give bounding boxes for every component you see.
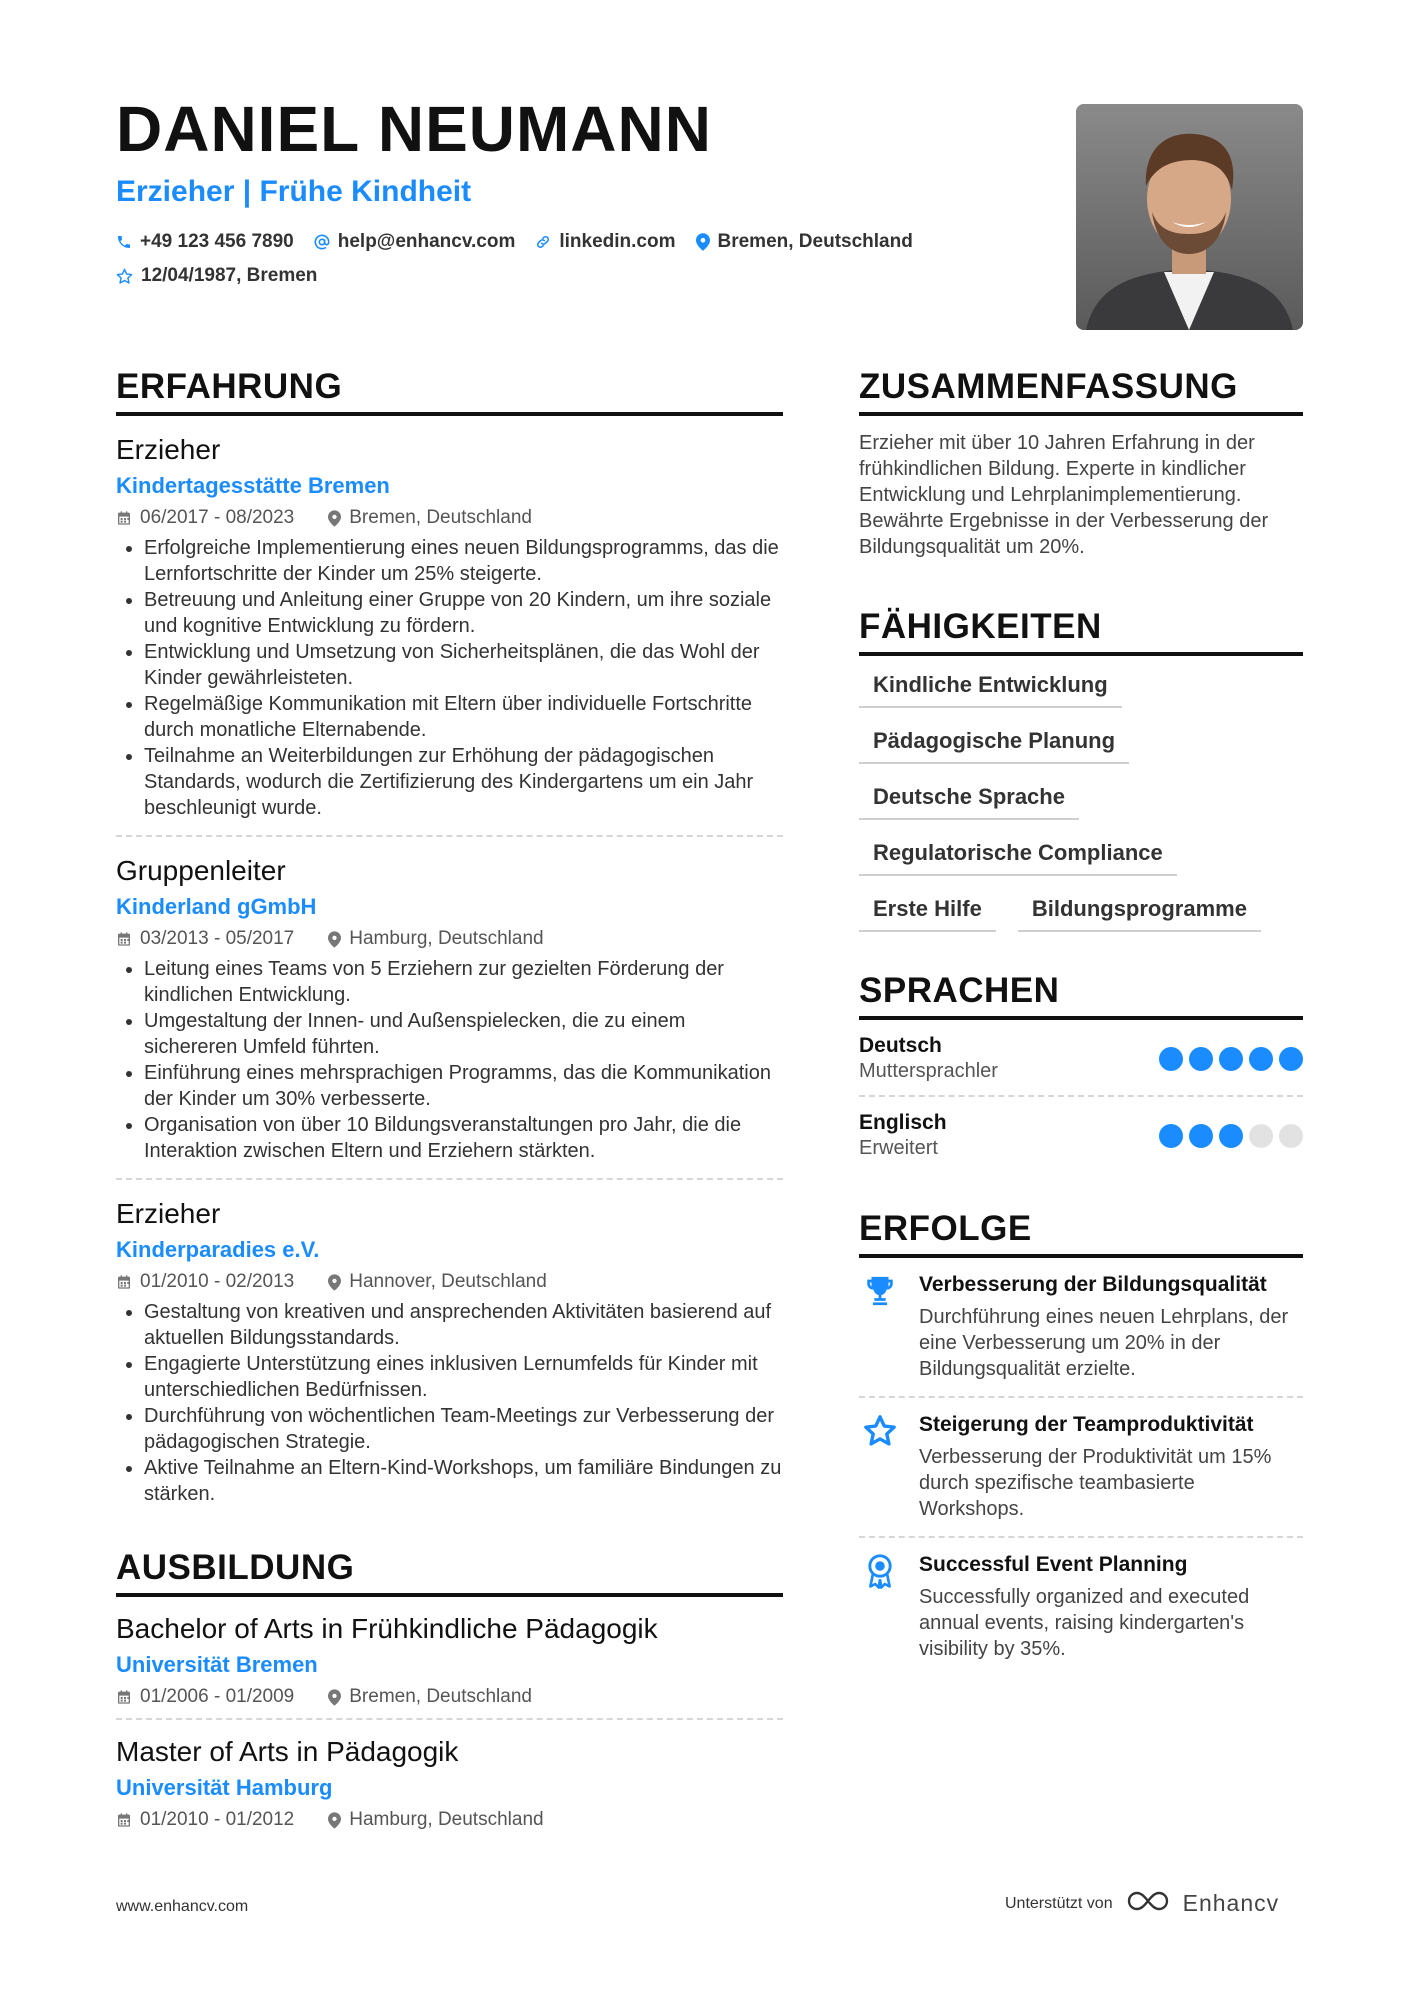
achievement-title: Steigerung der Teamproduktivität	[919, 1413, 1254, 1436]
job-role: Erzieher	[116, 434, 221, 465]
map-pin-icon	[696, 233, 710, 251]
section-title-skills: FÄHIGKEITEN	[859, 606, 1303, 656]
edu-dates-text: 01/2006 - 01/2009	[140, 1686, 295, 1707]
rating-dot-empty	[1249, 1124, 1273, 1148]
job-location-text: Bremen, Deutschland	[349, 507, 532, 528]
job-bullets	[116, 535, 783, 821]
job-company: Kinderparadies e.V.	[116, 1237, 320, 1262]
edu-location	[328, 1809, 543, 1831]
education-entry	[116, 1720, 783, 1841]
contact-linkedin-text: linkedin.com	[559, 231, 676, 253]
achievement-desc: Verbesserung der Produktivität um 15% durch spezifische teambasierte Workshops.	[919, 1446, 1272, 1520]
skill-tag: Deutsche Sprache	[859, 784, 1079, 820]
right-column	[859, 366, 1303, 1676]
job-dates	[116, 928, 294, 950]
edu-location-text: Hamburg, Deutschland	[349, 1809, 544, 1830]
job-bullets	[116, 1299, 783, 1507]
job-bullet: • Einführung eines mehrsprachigen Programms, das die Kommunikation der Kinder um 30% verbesserte.	[144, 1060, 783, 1112]
experience-entry	[116, 1180, 783, 1521]
footer-branding	[1005, 1888, 1279, 1919]
footer-powered-by: Unterstützt von	[1005, 1894, 1113, 1912]
section-title-languages: SPRACHEN	[859, 970, 1303, 1020]
job-location	[328, 1271, 547, 1293]
rating-dot-filled	[1159, 1124, 1183, 1148]
rating-dot-filled	[1189, 1124, 1213, 1148]
contact-phone[interactable]	[116, 231, 294, 253]
job-meta	[116, 507, 783, 529]
achievement-entry	[859, 1398, 1303, 1538]
edu-degree: Bachelor of Arts in Frühkindliche Pädagogik	[116, 1613, 658, 1644]
profile-photo	[1076, 104, 1303, 330]
language-name: Englisch	[859, 1111, 947, 1134]
star-outline-icon	[116, 268, 133, 285]
footer-website[interactable]: www.enhancv.com	[116, 1898, 249, 1915]
section-title-education: AUSBILDUNG	[116, 1547, 783, 1597]
job-bullet: • Erfolgreiche Implementierung eines neuen Bildungsprogramms, das die Lernfortschritte der Kinder um 25% steigerte.	[144, 535, 783, 587]
link-icon	[535, 234, 551, 250]
skills-list	[859, 672, 1303, 932]
achievement-desc: Successfully organized and executed annual events, raising kindergarten's visibility by 35%.	[919, 1586, 1250, 1660]
enhancv-logo-icon	[1125, 1888, 1171, 1919]
edu-dates-text: 01/2010 - 01/2012	[140, 1809, 295, 1830]
job-role: Erzieher	[116, 1198, 221, 1229]
edu-school: Universität Hamburg	[116, 1775, 333, 1800]
calendar-icon	[116, 510, 132, 526]
map-pin-icon	[328, 931, 341, 948]
language-rating	[1159, 1124, 1303, 1148]
contact-linkedin[interactable]	[535, 231, 675, 253]
job-location-text: Hannover, Deutschland	[349, 1271, 547, 1292]
star-icon	[859, 1412, 901, 1522]
achievement-entry	[859, 1258, 1303, 1398]
experience-entry	[116, 416, 783, 837]
language-name: Deutsch	[859, 1034, 942, 1057]
experience-entry	[116, 837, 783, 1180]
job-company: Kindertagesstätte Bremen	[116, 473, 390, 498]
at-icon	[314, 234, 330, 250]
contact-birth-text: 12/04/1987, Bremen	[141, 265, 318, 287]
language-rating	[1159, 1047, 1303, 1071]
contact-birth	[116, 265, 317, 287]
contact-phone-text: +49 123 456 7890	[140, 231, 294, 253]
rating-dot-filled	[1189, 1047, 1213, 1071]
job-location-text: Hamburg, Deutschland	[349, 928, 544, 949]
summary-text: Erzieher mit über 10 Jahren Erfahrung in der frühkindlichen Bildung. Experte in kindlicher Entwicklung und Lehrplanimplementierung. Bewährte Ergebnisse in der Verbesserung der Bildungsqualität um 20%.	[859, 432, 1269, 558]
map-pin-icon	[328, 1274, 341, 1291]
rating-dot-empty	[1279, 1124, 1303, 1148]
job-dates-text: 06/2017 - 08/2023	[140, 507, 295, 528]
job-bullet: • Aktive Teilnahme an Eltern-Kind-Workshops, um familiäre Bindungen zu stärken.	[144, 1455, 783, 1507]
edu-location	[328, 1686, 532, 1708]
job-bullet: • Umgestaltung der Innen- und Außenspielecken, die zu einem sichereren Umfeld führten.	[144, 1008, 783, 1060]
job-bullet: • Engagierte Unterstützung eines inklusiven Lernumfelds für Kinder mit unterschiedlichen Bedürfnissen.	[144, 1351, 783, 1403]
language-level: Erweitert	[859, 1137, 938, 1159]
achievement-entry	[859, 1538, 1303, 1676]
edu-degree: Master of Arts in Pädagogik	[116, 1736, 459, 1767]
map-pin-icon	[328, 1689, 341, 1706]
job-company: Kinderland gGmbH	[116, 894, 317, 919]
edu-meta	[116, 1686, 783, 1708]
job-bullet: • Organisation von über 10 Bildungsveranstaltungen pro Jahr, die die Interaktion zwischen Eltern und Erziehern stärkten.	[144, 1112, 783, 1164]
resume-header	[116, 93, 1016, 287]
calendar-icon	[116, 931, 132, 947]
job-dates	[116, 1271, 294, 1293]
trophy-icon	[859, 1272, 901, 1382]
section-title-achievements: ERFOLGE	[859, 1208, 1303, 1258]
edu-dates	[116, 1686, 294, 1708]
edu-meta	[116, 1809, 783, 1831]
section-title-experience: ERFAHRUNG	[116, 366, 783, 416]
calendar-icon	[116, 1274, 132, 1290]
map-pin-icon	[328, 1812, 341, 1829]
skill-tag: Regulatorische Compliance	[859, 840, 1177, 876]
contact-email-text: help@enhancv.com	[337, 231, 516, 253]
job-meta	[116, 1271, 783, 1293]
job-role: Gruppenleiter	[116, 855, 286, 886]
left-column	[116, 366, 783, 1841]
contact-email[interactable]	[314, 231, 516, 253]
achievement-title: Successful Event Planning	[919, 1553, 1188, 1576]
skill-tag: Bildungsprogramme	[1018, 896, 1261, 932]
job-bullet: • Regelmäßige Kommunikation mit Eltern über individuelle Fortschritte durch monatliche Elternabende.	[144, 691, 783, 743]
edu-location-text: Bremen, Deutschland	[349, 1686, 532, 1707]
skill-tag: Pädagogische Planung	[859, 728, 1129, 764]
rating-dot-filled	[1279, 1047, 1303, 1071]
contact-location-text: Bremen, Deutschland	[717, 231, 913, 253]
job-bullet: • Durchführung von wöchentlichen Team-Meetings zur Verbesserung der pädagogischen Strategie.	[144, 1403, 783, 1455]
map-pin-icon	[328, 510, 341, 527]
skill-tag: Kindliche Entwicklung	[859, 672, 1122, 708]
candidate-name: DANIEL NEUMANN	[116, 93, 712, 165]
language-entry	[859, 1097, 1303, 1172]
rating-dot-filled	[1249, 1047, 1273, 1071]
language-level: Muttersprachler	[859, 1060, 998, 1082]
job-location	[328, 507, 532, 529]
skill-tag: Erste Hilfe	[859, 896, 996, 932]
job-bullet: • Betreuung und Anleitung einer Gruppe von 20 Kindern, um ihre soziale und kognitive Entwicklung zu fördern.	[144, 587, 783, 639]
language-entry	[859, 1020, 1303, 1097]
job-bullet: • Leitung eines Teams von 5 Erziehern zur gezielten Förderung der kindlichen Entwicklung.	[144, 956, 783, 1008]
edu-school: Universität Bremen	[116, 1652, 318, 1677]
rating-dot-filled	[1159, 1047, 1183, 1071]
rating-dot-filled	[1219, 1124, 1243, 1148]
rating-dot-filled	[1219, 1047, 1243, 1071]
achievement-title: Verbesserung der Bildungsqualität	[919, 1273, 1267, 1296]
section-title-summary: ZUSAMMENFASSUNG	[859, 366, 1303, 416]
job-location	[328, 928, 543, 950]
contact-location	[696, 231, 913, 253]
job-dates-text: 03/2013 - 05/2017	[140, 928, 295, 949]
achievement-desc: Durchführung eines neuen Lehrplans, der eine Verbesserung um 20% in der Bildungsqualität erzielte.	[919, 1306, 1289, 1380]
job-dates-text: 01/2010 - 02/2013	[140, 1271, 295, 1292]
award-ribbon-icon	[859, 1552, 901, 1662]
education-entry	[116, 1597, 783, 1720]
contact-row	[116, 231, 996, 287]
phone-icon	[116, 234, 132, 250]
calendar-icon	[116, 1812, 132, 1828]
edu-dates	[116, 1809, 294, 1831]
job-dates	[116, 507, 294, 529]
job-meta	[116, 928, 783, 950]
candidate-tagline: Erzieher | Frühe Kindheit	[116, 175, 472, 209]
job-bullet: • Gestaltung von kreativen und ansprechenden Aktivitäten basierend auf aktuellen Bildungsstandards.	[144, 1299, 783, 1351]
calendar-icon	[116, 1689, 132, 1705]
job-bullet: • Entwicklung und Umsetzung von Sicherheitsplänen, die das Wohl der Kinder gewährleisteten.	[144, 639, 783, 691]
job-bullet: • Teilnahme an Weiterbildungen zur Erhöhung der pädagogischen Standards, wodurch die Zertifizierung des Kindergartens um ein Jahr beschleunigt wurde.	[144, 743, 783, 821]
job-bullets	[116, 956, 783, 1164]
footer-brand: Enhancv	[1182, 1890, 1280, 1916]
